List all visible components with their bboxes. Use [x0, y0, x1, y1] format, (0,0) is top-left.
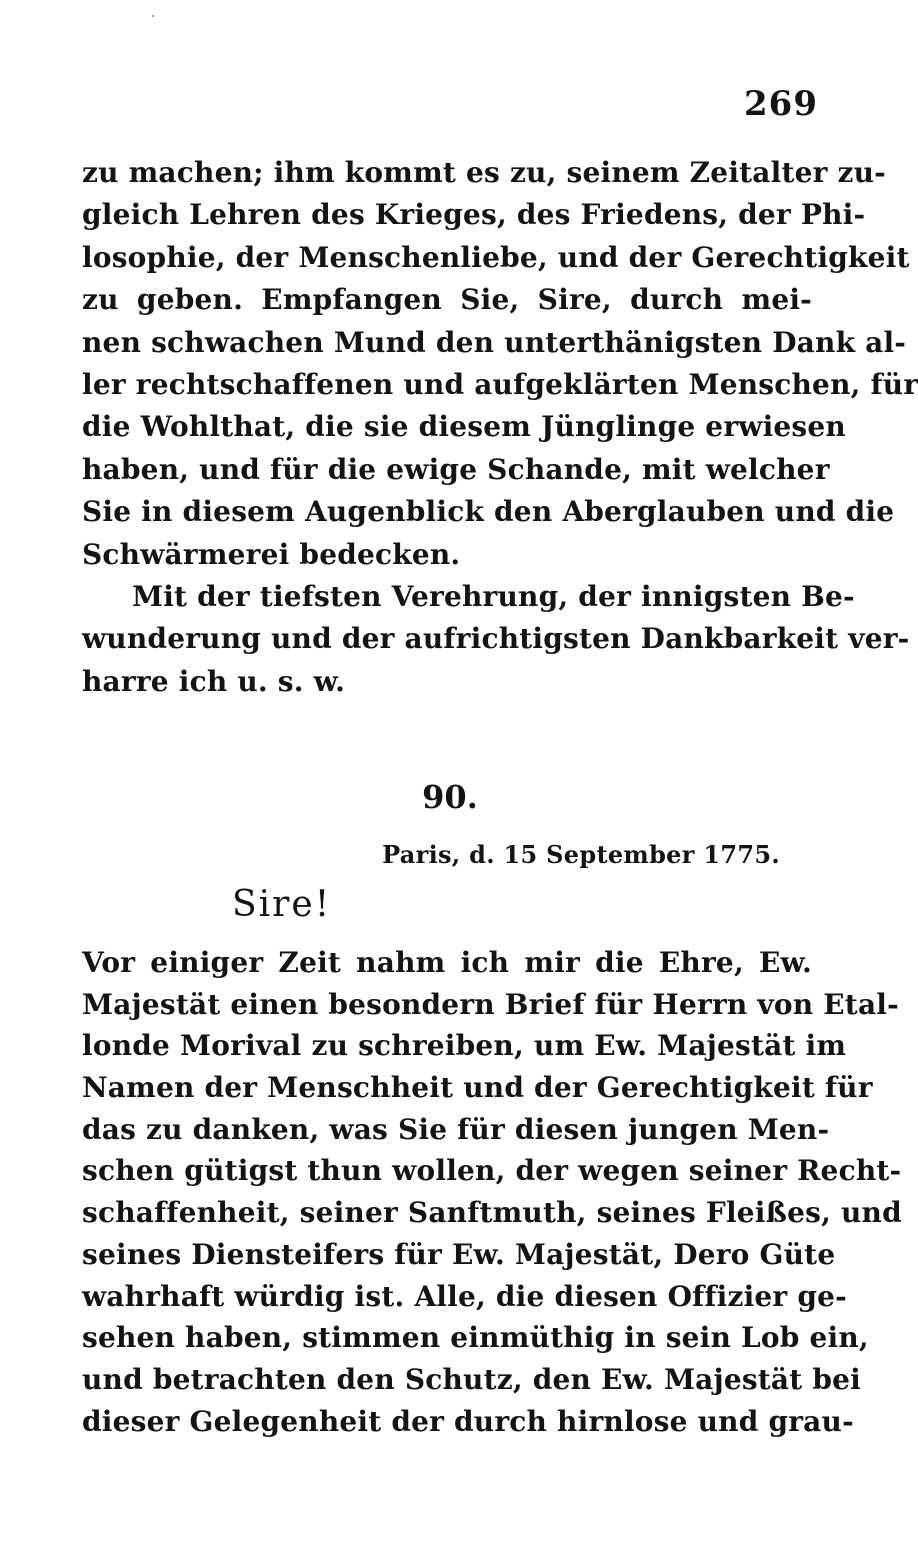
- letter-89-closing-text: [82, 152, 918, 703]
- text-line: und betrachten den Schutz, den Ew. Majestät bei: [82, 1362, 861, 1396]
- text-line: zu machen; ihm kommt es zu, seinem Zeitalter zu-: [82, 156, 886, 189]
- text-line: haben, und für die ewige Schande, mit welcher: [82, 452, 830, 486]
- text-line: harre ich u. s. w.: [82, 664, 346, 698]
- text-line: ler rechtschaffenen und aufgeklärten Menschen, für: [82, 367, 918, 401]
- text-line: wahrhaft würdig ist. Alle, die diesen Offizier ge-: [82, 1279, 847, 1313]
- text-line: wunderung und der aufrichtigsten Dankbarkeit ver-: [82, 622, 910, 656]
- dateline: Paris, d. 15 September 1775.: [382, 840, 780, 869]
- text-line: schaffenheit, seiner Sanftmuth, seines Fleißes, und: [82, 1196, 902, 1230]
- text-line: Sie in diesem Augenblick den Aberglauben und die: [82, 495, 895, 529]
- text-line: Namen der Menschheit und der Gerechtigkeit für: [82, 1071, 873, 1105]
- text-line: sehen haben, stimmen einmüthig in sein Lob ein,: [82, 1321, 869, 1355]
- text-line: schen gütigst thun wollen, der wegen seiner Recht-: [82, 1154, 902, 1188]
- text-line: losophie, der Menschenliebe, und der Gerechtigkeit: [82, 240, 910, 274]
- letter-90-body-text: [82, 942, 902, 1442]
- text-line: Majestät einen besondern Brief für Herrn von Etal-: [82, 987, 899, 1021]
- text-line: Mit der tiefsten Verehrung, der innigsten Be-: [132, 579, 855, 613]
- letter-number: 90.: [422, 778, 478, 816]
- text-line: die Wohlthat, die sie diesem Jünglinge erwiesen: [82, 410, 846, 444]
- text-line: das zu danken, was Sie für diesen jungen Men-: [82, 1112, 830, 1146]
- text-line: Schwärmerei bedecken.: [82, 537, 461, 571]
- text-line: Vor einiger Zeit nahm ich mir die Ehre, Ew.: [82, 946, 812, 979]
- text-line: nen schwachen Mund den unterthänigsten Dank al-: [82, 325, 907, 359]
- text-line: londe Morival zu schreiben, um Ew. Majestät im: [82, 1029, 847, 1063]
- text-line: seines Diensteifers für Ew. Majestät, Dero Güte: [82, 1237, 836, 1271]
- page-number: 269: [744, 84, 818, 124]
- text-line: gleich Lehren des Krieges, des Friedens, der Phi-: [82, 198, 866, 232]
- text-line: zu geben. Empfangen Sie, Sire, durch mei-: [82, 283, 812, 317]
- salutation: Sire!: [232, 884, 332, 925]
- scan-speck: [152, 15, 154, 17]
- text-line: dieser Gelegenheit der durch hirnlose und grau-: [82, 1404, 854, 1438]
